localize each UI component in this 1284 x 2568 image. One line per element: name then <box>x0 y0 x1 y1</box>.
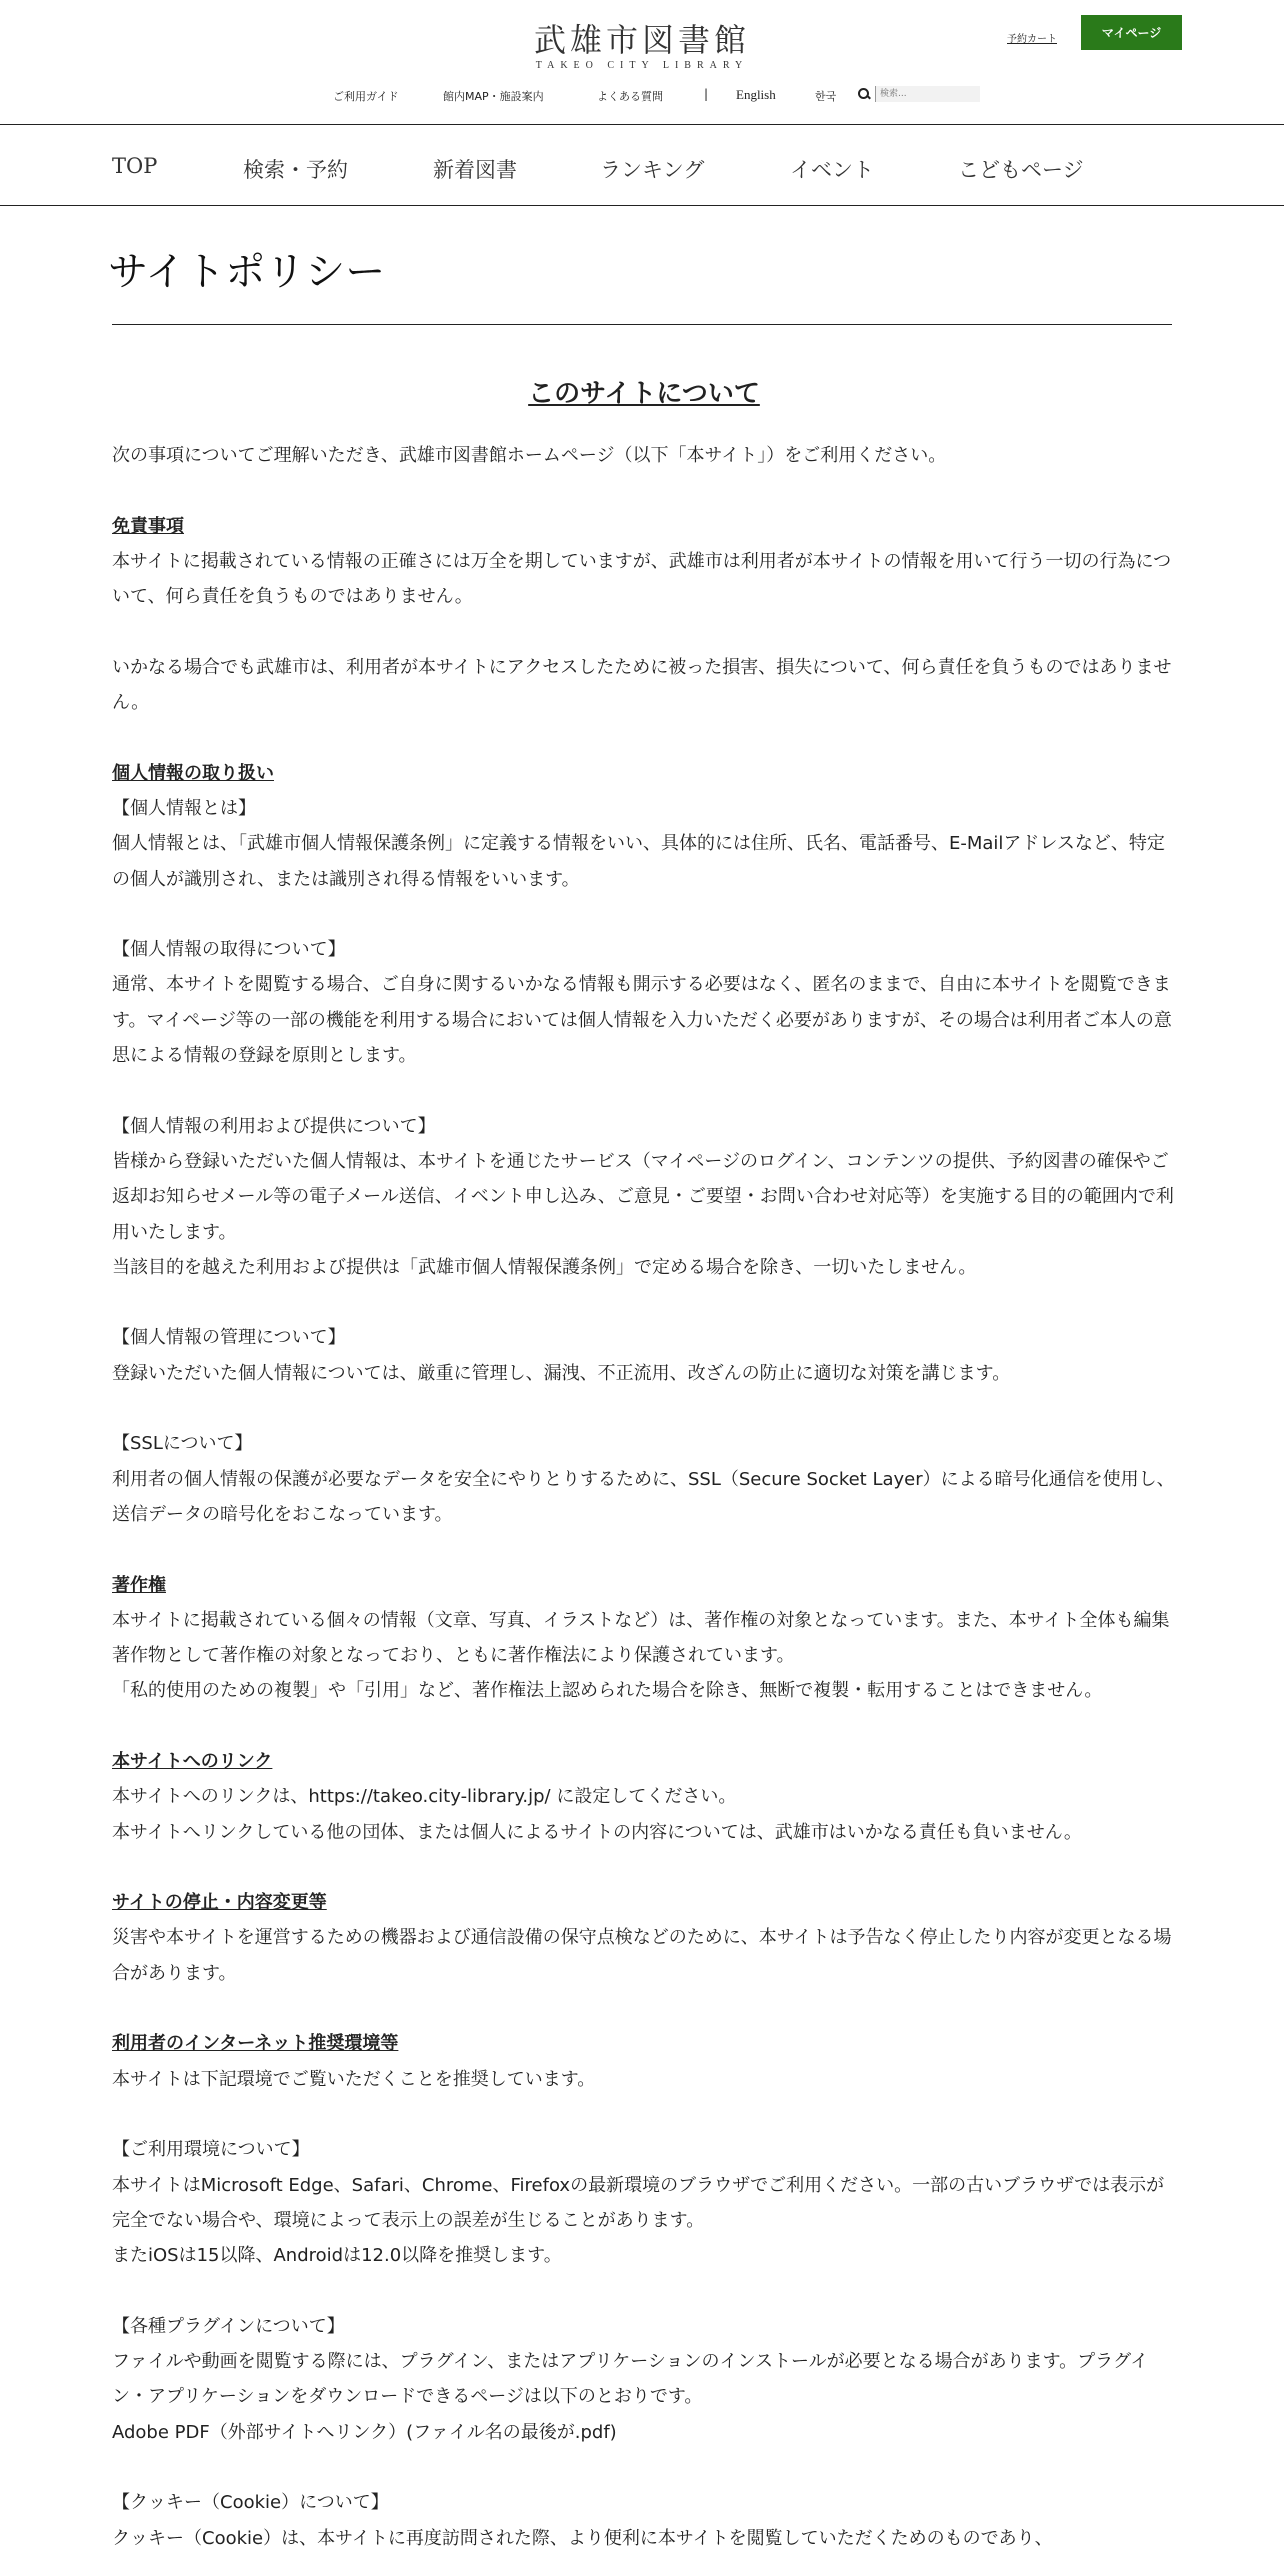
adobe-pdf-link[interactable]: Adobe PDF（外部サイトへリンク） <box>112 2421 407 2443</box>
copyright-heading: 著作権 <box>112 1574 166 1596</box>
nav-new-books[interactable]: 新着図書 <box>433 158 517 182</box>
main-nav <box>0 125 1284 206</box>
privacy-management-text: 登録いただいた個人情報については、厳重に管理し、漏洩、不正流用、改ざんの防止に適切な対策を講じます。 <box>112 1362 1011 1384</box>
plugin-heading: 【各種プラグインについて】 <box>112 2315 345 2337</box>
util-map-link[interactable]: 館内MAP・施設案内 <box>443 90 544 103</box>
environment-use-text-1: 本サイトはMicrosoft Edge、Safari、Chrome、Firefoxの最新環境のブラウザでご利用ください。一部の古いブラウザでは表示が完全でない場合や、環境によって表示上の誤差が生じることがあります。 <box>112 2174 1165 2231</box>
privacy-heading: 個人情報の取り扱い <box>112 762 274 784</box>
environment-text: 本サイトは下記環境でご覧いただくことを推奨しています。 <box>112 2068 596 2090</box>
privacy-definition-text: 個人情報とは、「武雄市個人情報保護条例」に定義する情報をいい、具体的には住所、氏名、電話番号、E-Mailアドレスなど、特定の個人が識別され、または識別され得る情報をいいます。 <box>112 833 1165 890</box>
link-text-1 <box>112 1779 1176 1814</box>
privacy-definition-heading: 【個人情報とは】 <box>112 797 256 819</box>
logo-english: TAKEO CITY LIBRARY <box>535 60 749 71</box>
policy-content <box>112 374 1176 2556</box>
site-url-link[interactable]: https://takeo.city-library.jp/ <box>308 1786 551 1808</box>
util-english-link[interactable]: English <box>736 87 776 102</box>
nav-ranking[interactable]: ランキング <box>600 158 705 182</box>
util-separator: | <box>704 87 709 101</box>
util-faq-link[interactable]: よくある質問 <box>597 90 663 103</box>
util-guide-link[interactable]: ご利用ガイド <box>333 90 399 103</box>
content-heading: このサイトについて <box>528 379 760 409</box>
copyright-text-1: 本サイトに掲載されている個々の情報（文章、写真、イラストなど）は、著作権の対象となっています。また、本サイト全体も編集著作物として著作権の対象となっており、ともに著作権法により保護されています。 <box>112 1609 1170 1667</box>
search-icon[interactable] <box>858 88 871 101</box>
link-text-prefix: 本サイトへのリンクは、 <box>112 1786 309 1808</box>
site-stop-text: 災害や本サイトを運営するための機器および通信設備の保守点検などのために、本サイトは予告なく停止したり内容が変更となる場合があります。 <box>112 1927 1172 1984</box>
site-stop-heading: サイトの停止・内容変更等 <box>112 1892 327 1914</box>
nav-kids-page[interactable]: こどもページ <box>958 158 1084 182</box>
link-heading: 本サイトへのリンク <box>112 1750 273 1772</box>
privacy-use-text-2: 当該目的を越えた利用および提供は「武雄市個人情報保護条例」で定める場合を除き、一切いたしません。 <box>112 1256 977 1278</box>
logo-japanese: 武雄市図書館 <box>533 21 750 59</box>
environment-heading: 利用者のインターネット推奨環境等 <box>112 2033 399 2055</box>
header-search <box>858 86 980 102</box>
nav-search-reserve[interactable]: 検索・予約 <box>243 158 348 182</box>
title-divider <box>112 324 1172 325</box>
site-header <box>0 0 1284 125</box>
privacy-acquisition-heading: 【個人情報の取得について】 <box>112 939 346 961</box>
page-title: サイトポリシー <box>108 249 386 295</box>
environment-use-heading: 【ご利用環境について】 <box>112 2139 310 2161</box>
nav-top[interactable]: TOP <box>112 154 158 178</box>
ssl-heading: 【SSLについて】 <box>112 1433 253 1455</box>
utility-nav <box>0 88 1284 104</box>
search-input[interactable] <box>875 86 980 102</box>
link-text-2: 本サイトへリンクしている他の団体、または個人によるサイトの内容については、武雄市はいかなる責任も負いません。 <box>112 1821 1082 1843</box>
privacy-management-heading: 【個人情報の管理について】 <box>112 1327 346 1349</box>
privacy-use-heading: 【個人情報の利用および提供について】 <box>112 1115 436 1137</box>
disclaimer-heading: 免責事項 <box>112 515 184 537</box>
plugin-text: ファイルや動画を閲覧する際には、プラグイン、またはアプリケーションのインストールが必要となる場合があります。プラグイン・アプリケーションをダウンロードできるページは以下のとおりです。 <box>112 2351 1149 2408</box>
privacy-acquisition-text: 通常、本サイトを閲覧する場合、ご自身に関するいかなる情報も開示する必要はなく、匿名のままで、自由に本サイトを閲覧できます。マイページ等の一部の機能を利用する場合においては個人情報を入力いただく必要がありますが、その場合は利用者ご本人の意思による情報の登録を原則とします。 <box>112 974 1172 1067</box>
disclaimer-text-1: 本サイトに掲載されている情報の正確さには万全を期していますが、武雄市は利用者が本サイトの情報を用いて行う一切の行為について、何ら責任を負うものではありません。 <box>112 550 1172 608</box>
mypage-button[interactable]: マイページ <box>1081 15 1182 50</box>
disclaimer-text-2: いかなる場合でも武雄市は、利用者が本サイトにアクセスしたために被った損害、損失について、何ら責任を負うものではありません。 <box>112 656 1172 714</box>
util-korean-link[interactable]: 한국 <box>815 90 837 103</box>
cookie-text: クッキー（Cookie）は、本サイトに再度訪問された際、より便利に本サイトを閲覧していただくためのものであり、 <box>112 2527 1053 2549</box>
plugin-link-note: (ファイル名の最後が.pdf) <box>406 2421 617 2443</box>
nav-events[interactable]: イベント <box>790 158 874 182</box>
reserve-cart-link[interactable]: 予約カート <box>1007 34 1057 45</box>
intro-text: 次の事項についてご理解いただき、武雄市図書館ホームページ（以下「本サイト」）をご利用ください。 <box>112 445 947 466</box>
plugin-link-line <box>112 2415 1176 2450</box>
privacy-use-text-1: 皆様から登録いただいた個人情報は、本サイトを通じたサービス（マイページのログイン、コンテンツの提供、予約図書の確保やご返却お知らせメール等の電子メール送信、イベント申し込み、ご意見・ご要望・お問い合わせ対応等）を実施する目的の範囲内で利用いたします。 <box>112 1150 1174 1243</box>
environment-use-text-2: またiOSは15以降、Androidは12.0以降を推奨します。 <box>112 2245 562 2267</box>
copyright-text-2: 「私的使用のための複製」や「引用」など、著作権法上認められた場合を除き、無断で複製・転用することはできません。 <box>112 1680 1103 1702</box>
ssl-text: 利用者の個人情報の保護が必要なデータを安全にやりとりするために、SSL（Secure Socket Layer）による暗号化通信を使用し、送信データの暗号化をおこなっています。 <box>112 1468 1175 1525</box>
cookie-heading: 【クッキー（Cookie）について】 <box>112 2492 389 2514</box>
link-text-suffix: に設定してください。 <box>550 1786 737 1808</box>
